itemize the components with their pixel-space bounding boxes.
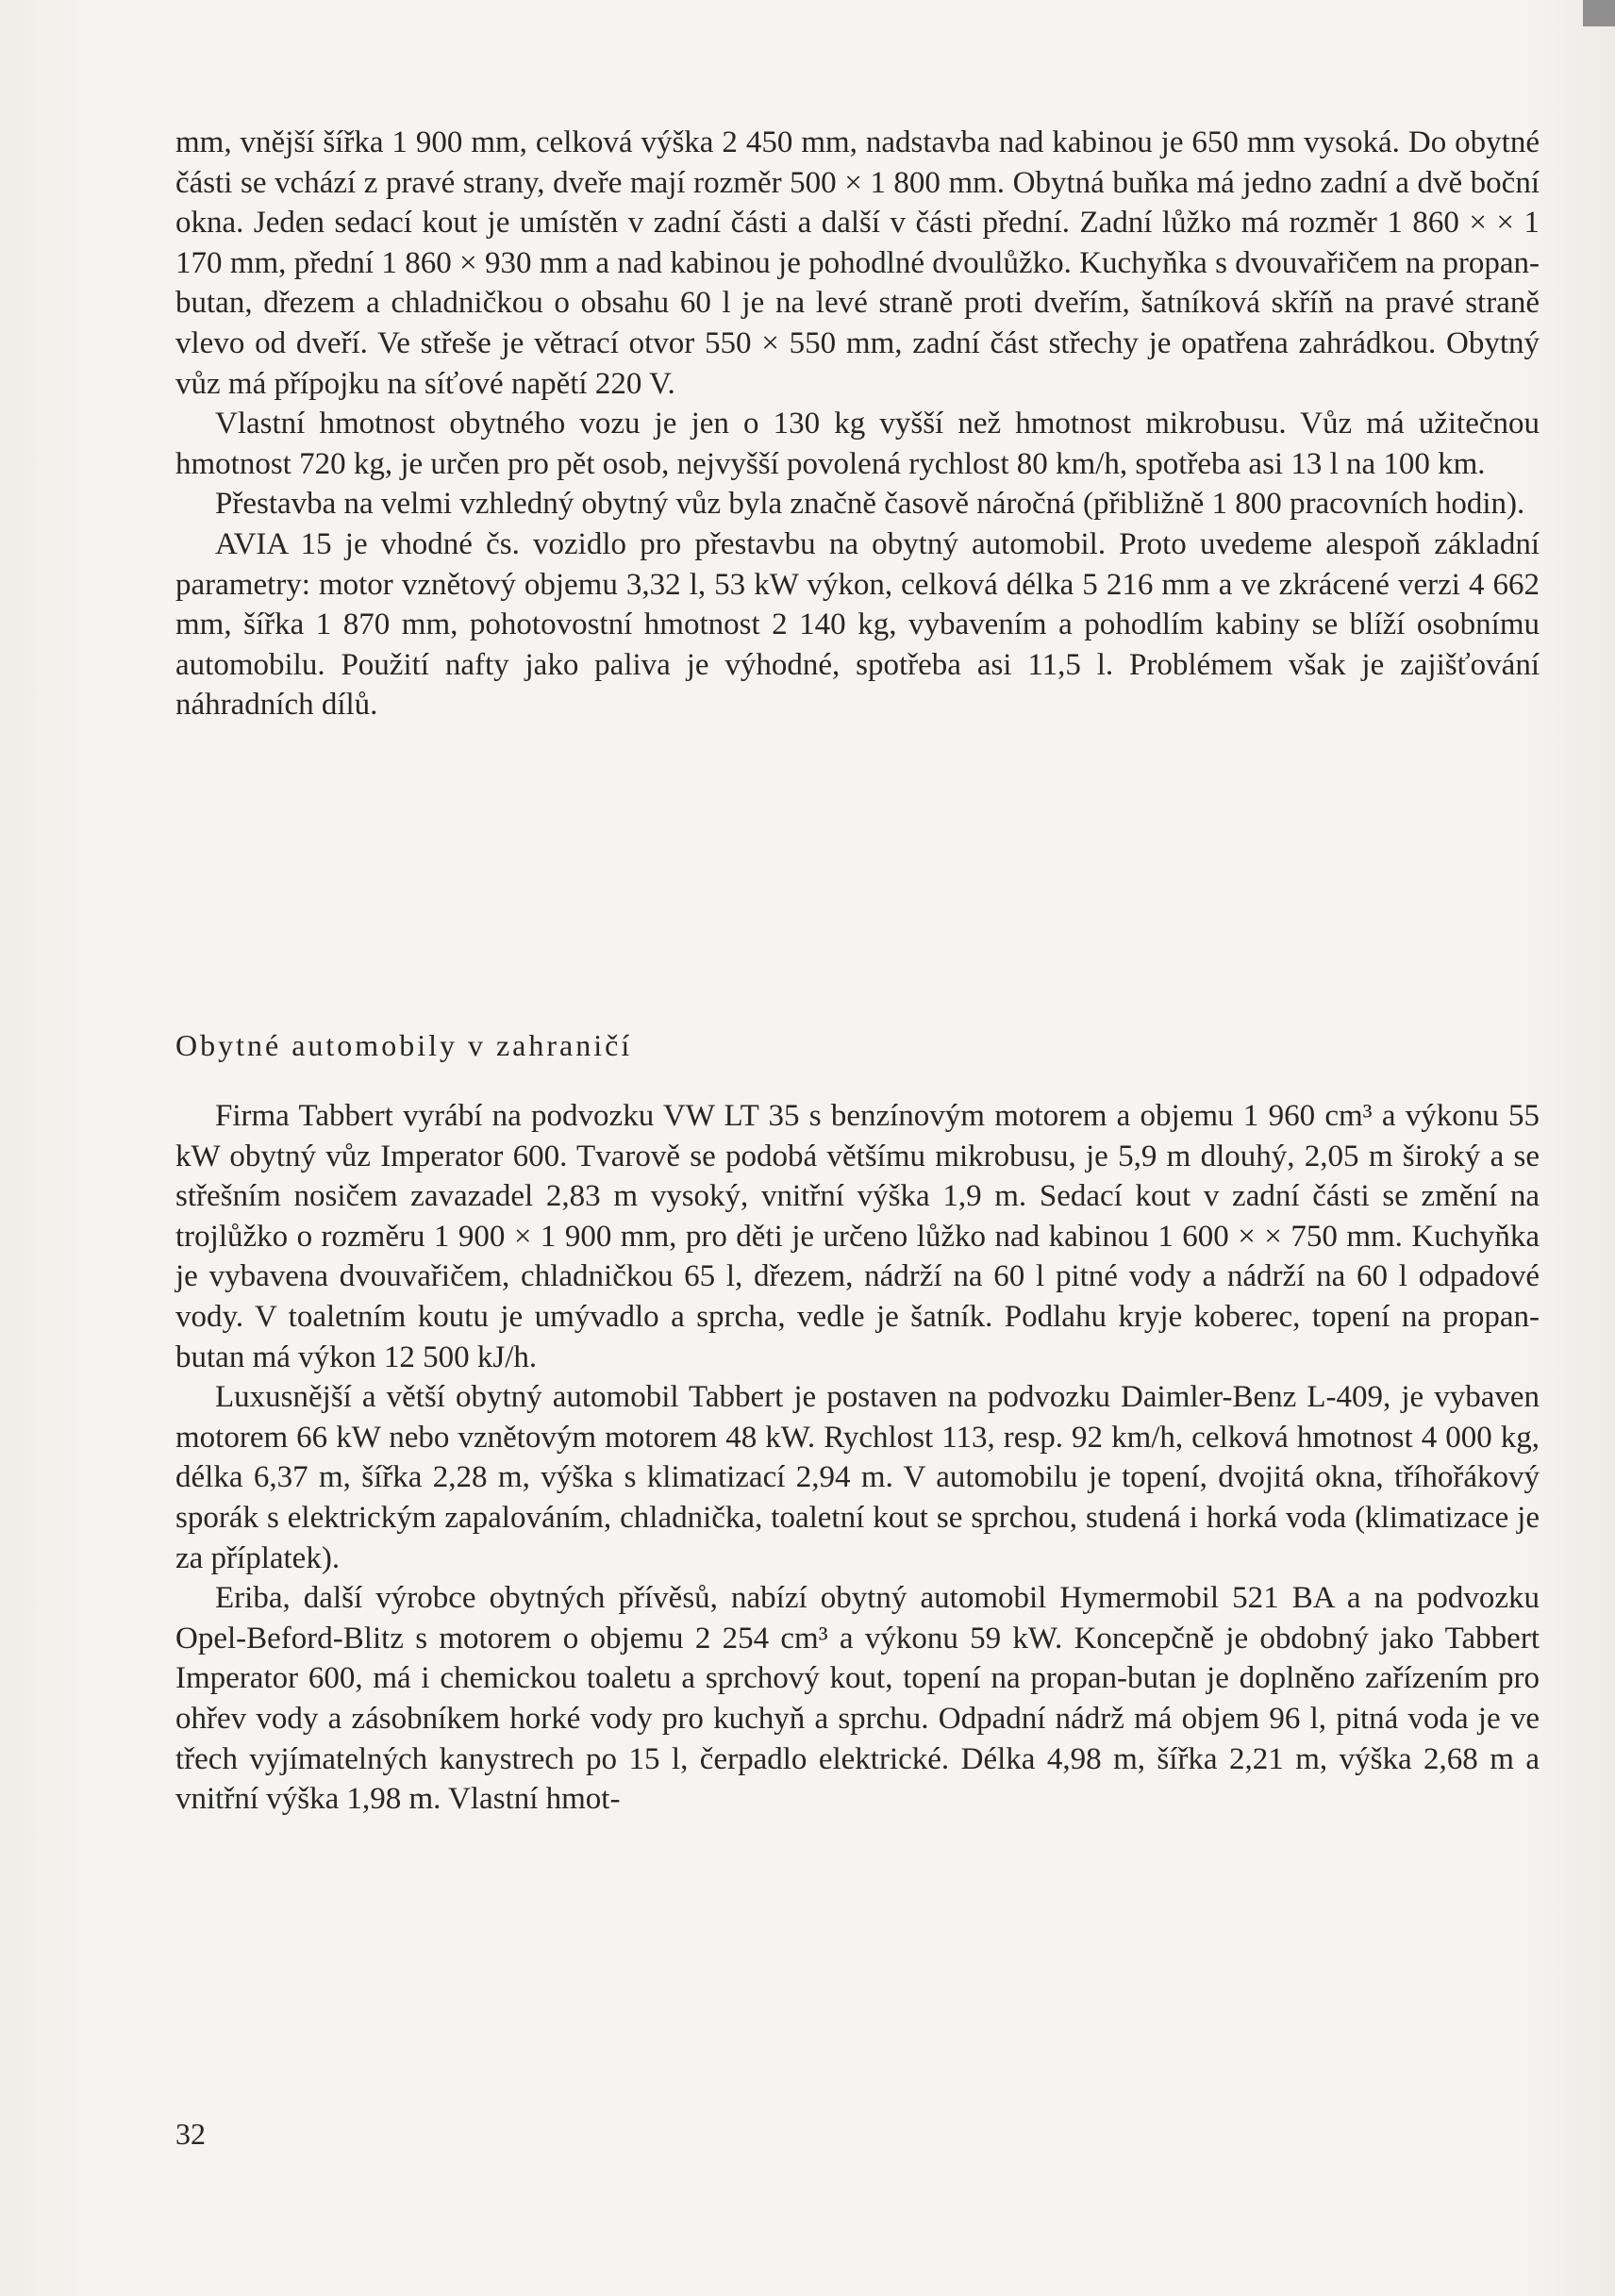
- page-number: 32: [175, 2117, 206, 2151]
- scan-corner-mark: [1583, 0, 1615, 26]
- paragraph-vehicle-weight: Vlastní hmotnost obytného vozu je jen o 130 kg vyšší než hmotnost mikrobusu. Vůz má užitečnou hmotnost 720 kg, je určen pro pět osob, nejvyšší povolená rychlost 80 km/h, spotřeba asi 13 l na 100 km.: [175, 407, 1540, 481]
- lower-text-block: [175, 1096, 1540, 1820]
- paragraph-eriba-hymermobil: Eriba, další výrobce obytných přívěsů, nabízí obytný automobil Hymermobil 521 BA a na podvozku Opel-Beford-Blitz s motorem o objemu 2 254 cm³ a výkonu 59 kW. Koncepčně je obdobný jako Tabbert Imperator 600, má i chemickou toaletu a sprchový kout, topení na propan-butan je doplněno zařízením pro ohřev vody a zásobníkem horké vody pro kuchyň a sprchu. Odpadní nádrž má objem 96 l, pitná voda je ve třech vyjímatelných kanystrech po 15 l, čerpadlo elektrické. Délka 4,98 m, šířka 2,21 m, výška 2,68 m a vnitřní výška 1,98 m. Vlastní hmot-: [175, 1581, 1540, 1817]
- section-heading: Obytné automobily v zahraničí: [175, 1028, 633, 1062]
- paragraph-continuation: mm, vnější šířka 1 900 mm, celková výška 2 450 mm, nadstavba nad kabinou je 650 mm vysoká. Do obytné části se vchází z pravé strany, dveře mají rozměr 500 × 1 800 mm. Obytná buňka má jedno zadní a dvě boční okna. Jeden sedací kout je umístěn v zadní části a další v části přední. Zadní lůžko má rozměr 1 860 × × 1 170 mm, přední 1 860 × 930 mm a nad kabinou je pohodlné dvoulůžko. Kuchyňka s dvouvařičem na propan-butan, dřezem a chladničkou o obsahu 60 l je na levé straně proti dveřím, šatníková skříň na pravé straně vlevo od dveří. Ve střeše je větrací otvor 550 × 550 mm, zadní část střechy je opatřena zahrádkou. Obytný vůz má přípojku na síťové napětí 220 V.: [175, 125, 1540, 401]
- paragraph-conversion-effort: Přestavba na velmi vzhledný obytný vůz byla značně časově náročná (přibližně 1 800 pracovních hodin).: [215, 487, 1525, 522]
- upper-text-block: [175, 123, 1540, 725]
- paragraph-tabbert-imperator: Firma Tabbert vyrábí na podvozku VW LT 35 s benzínovým motorem a objemu 1 960 cm³ a výkonu 55 kW obytný vůz Imperator 600. Tvarově se podobá většímu mikrobusu, je 5,9 m dlouhý, 2,05 m široký a se střešním nosičem zavazadel 2,83 m vysoký, vnitřní výška 1,9 m. Sedací kout v zadní části se změní na trojlůžko o rozměru 1 900 × 1 900 mm, pro děti je určeno lůžko nad kabinou 1 600 × × 750 mm. Kuchyňka je vybavena dvouvařičem, chladničkou 65 l, dřezem, nádrží na 60 l pitné vody a nádrží na 60 l odpadové vody. V toaletním koutu je umývadlo a sprcha, vedle je šatník. Podlahu kryje koberec, topení na propan-butan má výkon 12 500 kJ/h.: [175, 1099, 1540, 1374]
- paragraph-tabbert-luxury: Luxusnější a větší obytný automobil Tabbert je postaven na podvozku Daimler-Benz L-409, je vybaven motorem 66 kW nebo vznětovým motorem 48 kW. Rychlost 113, resp. 92 km/h, celková hmotnost 4 000 kg, délka 6,37 m, šířka 2,28 m, výška s klimatizací 2,94 m. V automobilu je topení, dvojitá okna, tříhořákový sporák s elektrickým zapalováním, chladnička, toaletní kout se sprchou, studená i horká voda (klimatizace je za příplatek).: [175, 1380, 1540, 1575]
- paragraph-avia-15: AVIA 15 je vhodné čs. vozidlo pro přestavbu na obytný automobil. Proto uvedeme alespoň základní parametry: motor vznětový objemu 3,32 l, 53 kW výkon, celková délka 5 216 mm a ve zkrácené verzi 4 662 mm, šířka 1 870 mm, pohotovostní hmotnost 2 140 kg, vybavením a pohodlím kabiny se blíží osobnímu automobilu. Použití nafty jako paliva je výhodné, spotřeba asi 11,5 l. Problémem však je zajišťování náhradních dílů.: [175, 526, 1540, 723]
